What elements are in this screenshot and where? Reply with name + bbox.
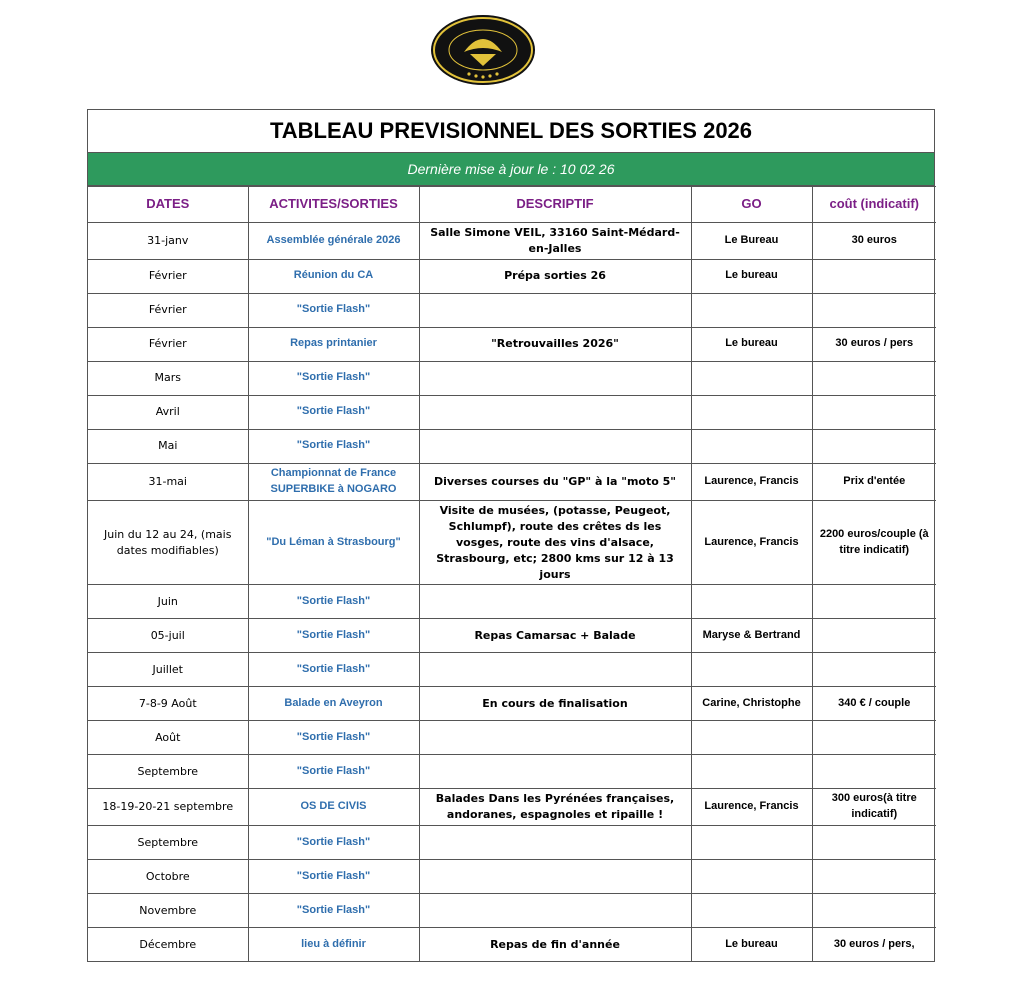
cell-cost: 30 euros / pers: [812, 327, 936, 361]
cell-go: Le bureau: [691, 259, 812, 293]
cell-go: [691, 395, 812, 429]
cell-date: Octobre: [88, 860, 248, 894]
table-row: [88, 653, 936, 687]
cell-cost: 340 € / couple: [812, 687, 936, 721]
cell-date: 05-juil: [88, 619, 248, 653]
cell-cost: [812, 395, 936, 429]
cell-description: Repas Camarsac + Balade: [419, 619, 691, 653]
cell-activity: "Sortie Flash": [248, 293, 419, 327]
cell-cost: [812, 755, 936, 789]
cell-cost: 30 euros / pers,: [812, 928, 936, 962]
table-row: [88, 687, 936, 721]
cell-activity: "Sortie Flash": [248, 826, 419, 860]
cell-description: [419, 361, 691, 395]
cell-cost: [812, 860, 936, 894]
cell-description: [419, 395, 691, 429]
cell-cost: [812, 293, 936, 327]
cell-activity: "Sortie Flash": [248, 395, 419, 429]
cell-cost: Prix d'entée: [812, 463, 936, 500]
cell-description: [419, 585, 691, 619]
club-logo: [430, 14, 536, 86]
header-description: DESCRIPTIF: [419, 187, 691, 223]
cell-description: [419, 293, 691, 327]
cell-go: [691, 585, 812, 619]
table-row: [88, 395, 936, 429]
cell-description: Visite de musées, (potasse, Peugeot, Schlumpf), route des crêtes ds les vosges, route des vins d'alsace, Strasbourg, etc; 2800 kms sur 12 à 13 jours: [419, 500, 691, 585]
cell-go: [691, 755, 812, 789]
cell-activity: Repas printanier: [248, 327, 419, 361]
cell-go: Maryse & Bertrand: [691, 619, 812, 653]
cell-go: [691, 293, 812, 327]
cell-go: Le bureau: [691, 327, 812, 361]
table-row: [88, 293, 936, 327]
cell-go: [691, 721, 812, 755]
table-row: [88, 223, 936, 260]
cell-description: [419, 429, 691, 463]
cell-description: [419, 826, 691, 860]
cell-date: Juin du 12 au 24, (mais dates modifiables): [88, 500, 248, 585]
cell-activity: Balade en Aveyron: [248, 687, 419, 721]
cell-go: Le bureau: [691, 928, 812, 962]
table-row: [88, 463, 936, 500]
cell-cost: [812, 259, 936, 293]
cell-date: Juillet: [88, 653, 248, 687]
table-row: [88, 789, 936, 826]
cell-date: Février: [88, 327, 248, 361]
cell-description: [419, 721, 691, 755]
cell-description: [419, 860, 691, 894]
cell-go: Carine, Christophe: [691, 687, 812, 721]
table-row: [88, 894, 936, 928]
table-row: [88, 500, 936, 585]
table-row: [88, 755, 936, 789]
cell-date: Avril: [88, 395, 248, 429]
header-cost: coût (indicatif): [812, 187, 936, 223]
cell-activity: "Sortie Flash": [248, 860, 419, 894]
header-dates: DATES: [88, 187, 248, 223]
cell-date: Août: [88, 721, 248, 755]
cell-description: [419, 894, 691, 928]
cell-activity: "Sortie Flash": [248, 755, 419, 789]
cell-description: En cours de finalisation: [419, 687, 691, 721]
table-row: [88, 619, 936, 653]
header-go: GO: [691, 187, 812, 223]
cell-activity: Réunion du CA: [248, 259, 419, 293]
cell-go: [691, 860, 812, 894]
cell-cost: [812, 361, 936, 395]
cell-description: "Retrouvailles 2026": [419, 327, 691, 361]
cell-activity: Championnat de France SUPERBIKE à NOGARO: [248, 463, 419, 500]
cell-description: Repas de fin d'année: [419, 928, 691, 962]
table-row: [88, 327, 936, 361]
cell-date: Décembre: [88, 928, 248, 962]
cell-go: [691, 429, 812, 463]
cell-cost: 300 euros(à titre indicatif): [812, 789, 936, 826]
table-row: [88, 361, 936, 395]
cell-date: Novembre: [88, 894, 248, 928]
cell-cost: [812, 894, 936, 928]
cell-cost: 2200 euros/couple (à titre indicatif): [812, 500, 936, 585]
header-activities: ACTIVITES/SORTIES: [248, 187, 419, 223]
cell-activity: "Sortie Flash": [248, 429, 419, 463]
cell-activity: "Sortie Flash": [248, 585, 419, 619]
schedule-table: [88, 186, 936, 961]
cell-activity: "Sortie Flash": [248, 721, 419, 755]
page-title: TABLEAU PREVISIONNEL DES SORTIES 2026: [88, 110, 934, 153]
cell-date: Juin: [88, 585, 248, 619]
cell-cost: 30 euros: [812, 223, 936, 260]
cell-activity: "Sortie Flash": [248, 361, 419, 395]
cell-activity: OS DE CIVIS: [248, 789, 419, 826]
cell-date: 31-mai: [88, 463, 248, 500]
table-row: [88, 928, 936, 962]
cell-description: Salle Simone VEIL, 33160 Saint-Médard-en-Jalles: [419, 223, 691, 260]
table-row: [88, 259, 936, 293]
cell-cost: [812, 585, 936, 619]
cell-go: [691, 894, 812, 928]
table-row: [88, 860, 936, 894]
cell-activity: "Sortie Flash": [248, 619, 419, 653]
cell-activity: lieu à définir: [248, 928, 419, 962]
cell-cost: [812, 429, 936, 463]
cell-go: Laurence, Francis: [691, 500, 812, 585]
cell-go: [691, 826, 812, 860]
cell-go: Laurence, Francis: [691, 463, 812, 500]
table-header-row: [88, 187, 936, 223]
cell-cost: [812, 721, 936, 755]
table-row: [88, 585, 936, 619]
schedule-sheet: [87, 109, 935, 962]
cell-description: Balades Dans les Pyrénées françaises, andoranes, espagnoles et ripaille !: [419, 789, 691, 826]
cell-go: [691, 653, 812, 687]
cell-date: Février: [88, 293, 248, 327]
cell-go: Le Bureau: [691, 223, 812, 260]
cell-date: Mars: [88, 361, 248, 395]
table-row: [88, 826, 936, 860]
cell-description: Diverses courses du "GP" à la "moto 5": [419, 463, 691, 500]
cell-date: Février: [88, 259, 248, 293]
cell-date: 7-8-9 Août: [88, 687, 248, 721]
cell-date: 18-19-20-21 septembre: [88, 789, 248, 826]
table-row: [88, 721, 936, 755]
cell-date: Septembre: [88, 755, 248, 789]
cell-date: Septembre: [88, 826, 248, 860]
cell-date: Mai: [88, 429, 248, 463]
cell-cost: [812, 826, 936, 860]
cell-activity: Assemblée générale 2026: [248, 223, 419, 260]
cell-activity: "Du Léman à Strasbourg": [248, 500, 419, 585]
table-row: [88, 429, 936, 463]
cell-activity: "Sortie Flash": [248, 653, 419, 687]
cell-go: Laurence, Francis: [691, 789, 812, 826]
cell-description: [419, 755, 691, 789]
cell-date: 31-janv: [88, 223, 248, 260]
cell-go: [691, 361, 812, 395]
cell-cost: [812, 619, 936, 653]
cell-description: [419, 653, 691, 687]
last-update-banner: Dernière mise à jour le : 10 02 26: [88, 153, 934, 186]
cell-description: Prépa sorties 26: [419, 259, 691, 293]
cell-cost: [812, 653, 936, 687]
cell-activity: "Sortie Flash": [248, 894, 419, 928]
